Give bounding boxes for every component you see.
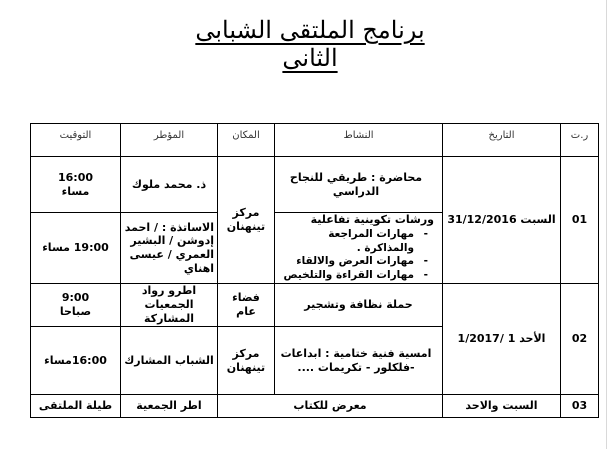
row1-date <box>443 157 561 284</box>
row1-num: 01 <box>561 157 599 284</box>
table-row <box>31 395 599 418</box>
row2-time-cleanup-period: صباحا <box>59 305 92 318</box>
row1-supervisor-lecture: ذ. محمد ملوك <box>121 157 218 213</box>
page-edge <box>606 0 607 449</box>
table-row <box>31 284 599 327</box>
row2-supervisor-cleanup: اطرو رواد الجمعيات المشاركة <box>121 284 218 327</box>
list-item: - مهارات العرض والالقاء <box>278 255 414 269</box>
row2-time-cleanup <box>31 284 121 327</box>
row3-time: طيلة الملتقى <box>31 395 121 418</box>
program-table <box>30 123 599 418</box>
row3-supervisor: اطر الجمعية <box>121 395 218 418</box>
row2-date <box>443 284 561 395</box>
header-activity: النشاط <box>275 124 443 157</box>
row3-num: 03 <box>561 395 599 418</box>
row1-activity-workshops <box>275 213 443 284</box>
row1-time-lecture <box>31 157 121 213</box>
header-num: ر.ت <box>561 124 599 157</box>
header-supervisor: المؤطر <box>121 124 218 157</box>
row2-num: 02 <box>561 284 599 395</box>
row1-place: مركز تينهنان <box>218 157 275 284</box>
table-header-row <box>31 124 599 157</box>
list-item: - مهارات القراءة والتلخيص <box>278 269 414 283</box>
header-date: التاريخ <box>443 124 561 157</box>
row1-time-lecture-hour: 16:00 <box>57 170 93 184</box>
row3-activity: معرض للكتاب <box>218 395 443 418</box>
row1-workshops-title: ورشات تكوينية تفاعلية <box>310 213 434 227</box>
row2-activity-cleanup: حملة نظافة وتشجير <box>275 284 443 327</box>
row2-activity-evening: امسية فنية ختامية : ابداعات -فلكلور - تكريمات .... <box>275 327 443 395</box>
page-title: برنامج الملتقى الشبابى الثانى <box>195 16 425 72</box>
row1-supervisor-workshops: الاساتذة : / احمد إدوشن / البشير العمري / عيسى اهناي <box>121 213 218 284</box>
list-item: - مهارات المراجعة والمذاكرة . <box>278 228 414 255</box>
row1-workshops-list <box>278 228 434 283</box>
row2-date-text: الأحد 1 /1/2017 <box>457 332 546 346</box>
row3-date: السبت والاحد <box>443 395 561 418</box>
table-row <box>31 157 599 213</box>
row1-date-text: السبت 31/12/2016 <box>447 213 556 227</box>
row2-supervisor-evening: الشباب المشارك <box>121 327 218 395</box>
row2-time-cleanup-hour: 9:00 <box>61 291 90 305</box>
row2-place-evening: مركز تينهنان <box>218 327 275 395</box>
header-time: التوقيت <box>31 124 121 157</box>
header-place: المكان <box>218 124 275 157</box>
row2-place-cleanup: فضاء عام <box>218 284 275 327</box>
row1-activity-lecture: محاضرة : طريقي للنجاح الدراسي <box>275 157 443 213</box>
row2-time-evening: 16:00مساء <box>31 327 121 395</box>
row1-time-workshops: 19:00 مساء <box>31 213 121 284</box>
row1-time-lecture-period: مساء <box>61 184 90 198</box>
